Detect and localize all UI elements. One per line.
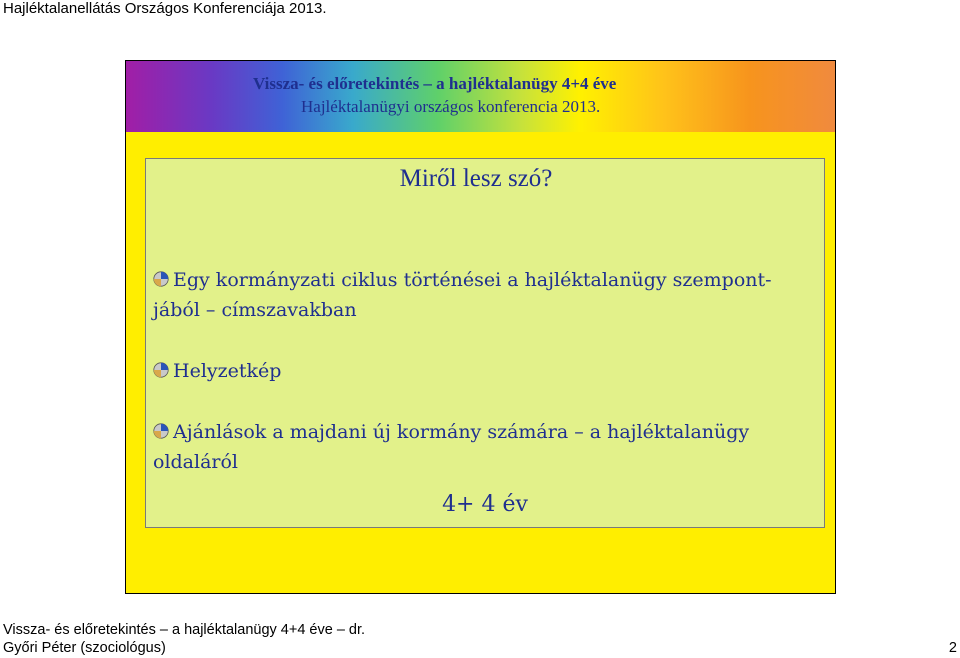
bullet-item bbox=[153, 265, 819, 325]
quadrant-bullet-icon bbox=[153, 423, 169, 439]
bullet-text: Egy kormányzati ciklus történései a hajléktalanügy szempont- bbox=[173, 269, 772, 291]
bullet-text-continued: jából – címszavakban bbox=[153, 299, 357, 321]
bullet-text-continued: oldaláról bbox=[153, 451, 239, 473]
bullet-item bbox=[153, 417, 819, 477]
slide-title: Miről lesz szó? bbox=[399, 165, 553, 192]
content-box bbox=[145, 158, 825, 528]
banner-title: Vissza- és előretekintés – a hajléktalanügy 4+4 éve bbox=[253, 74, 617, 93]
quadrant-bullet-icon bbox=[153, 271, 169, 287]
page-header: Hajléktalanellátás Országos Konferenciája 2013. bbox=[3, 0, 327, 17]
accent-text: 4+ 4 év bbox=[442, 492, 528, 517]
bullet-text: Helyzetkép bbox=[173, 360, 282, 382]
page-number: 2 bbox=[948, 640, 957, 656]
page-footer-line1: Vissza- és előretekintés – a hajléktalanügy 4+4 éve – dr. bbox=[3, 622, 366, 638]
bullet-text: Ajánlások a majdani új kormány számára – a hajléktalanügy bbox=[173, 421, 750, 443]
page-footer-line2: Győri Péter (szociológus) bbox=[3, 640, 166, 656]
slide-banner bbox=[126, 61, 835, 132]
banner-subtitle: Hajléktalanügyi országos konferencia 2013. bbox=[301, 97, 601, 116]
quadrant-bullet-icon bbox=[153, 362, 169, 378]
slide bbox=[125, 60, 836, 594]
bullet-item bbox=[153, 356, 819, 386]
